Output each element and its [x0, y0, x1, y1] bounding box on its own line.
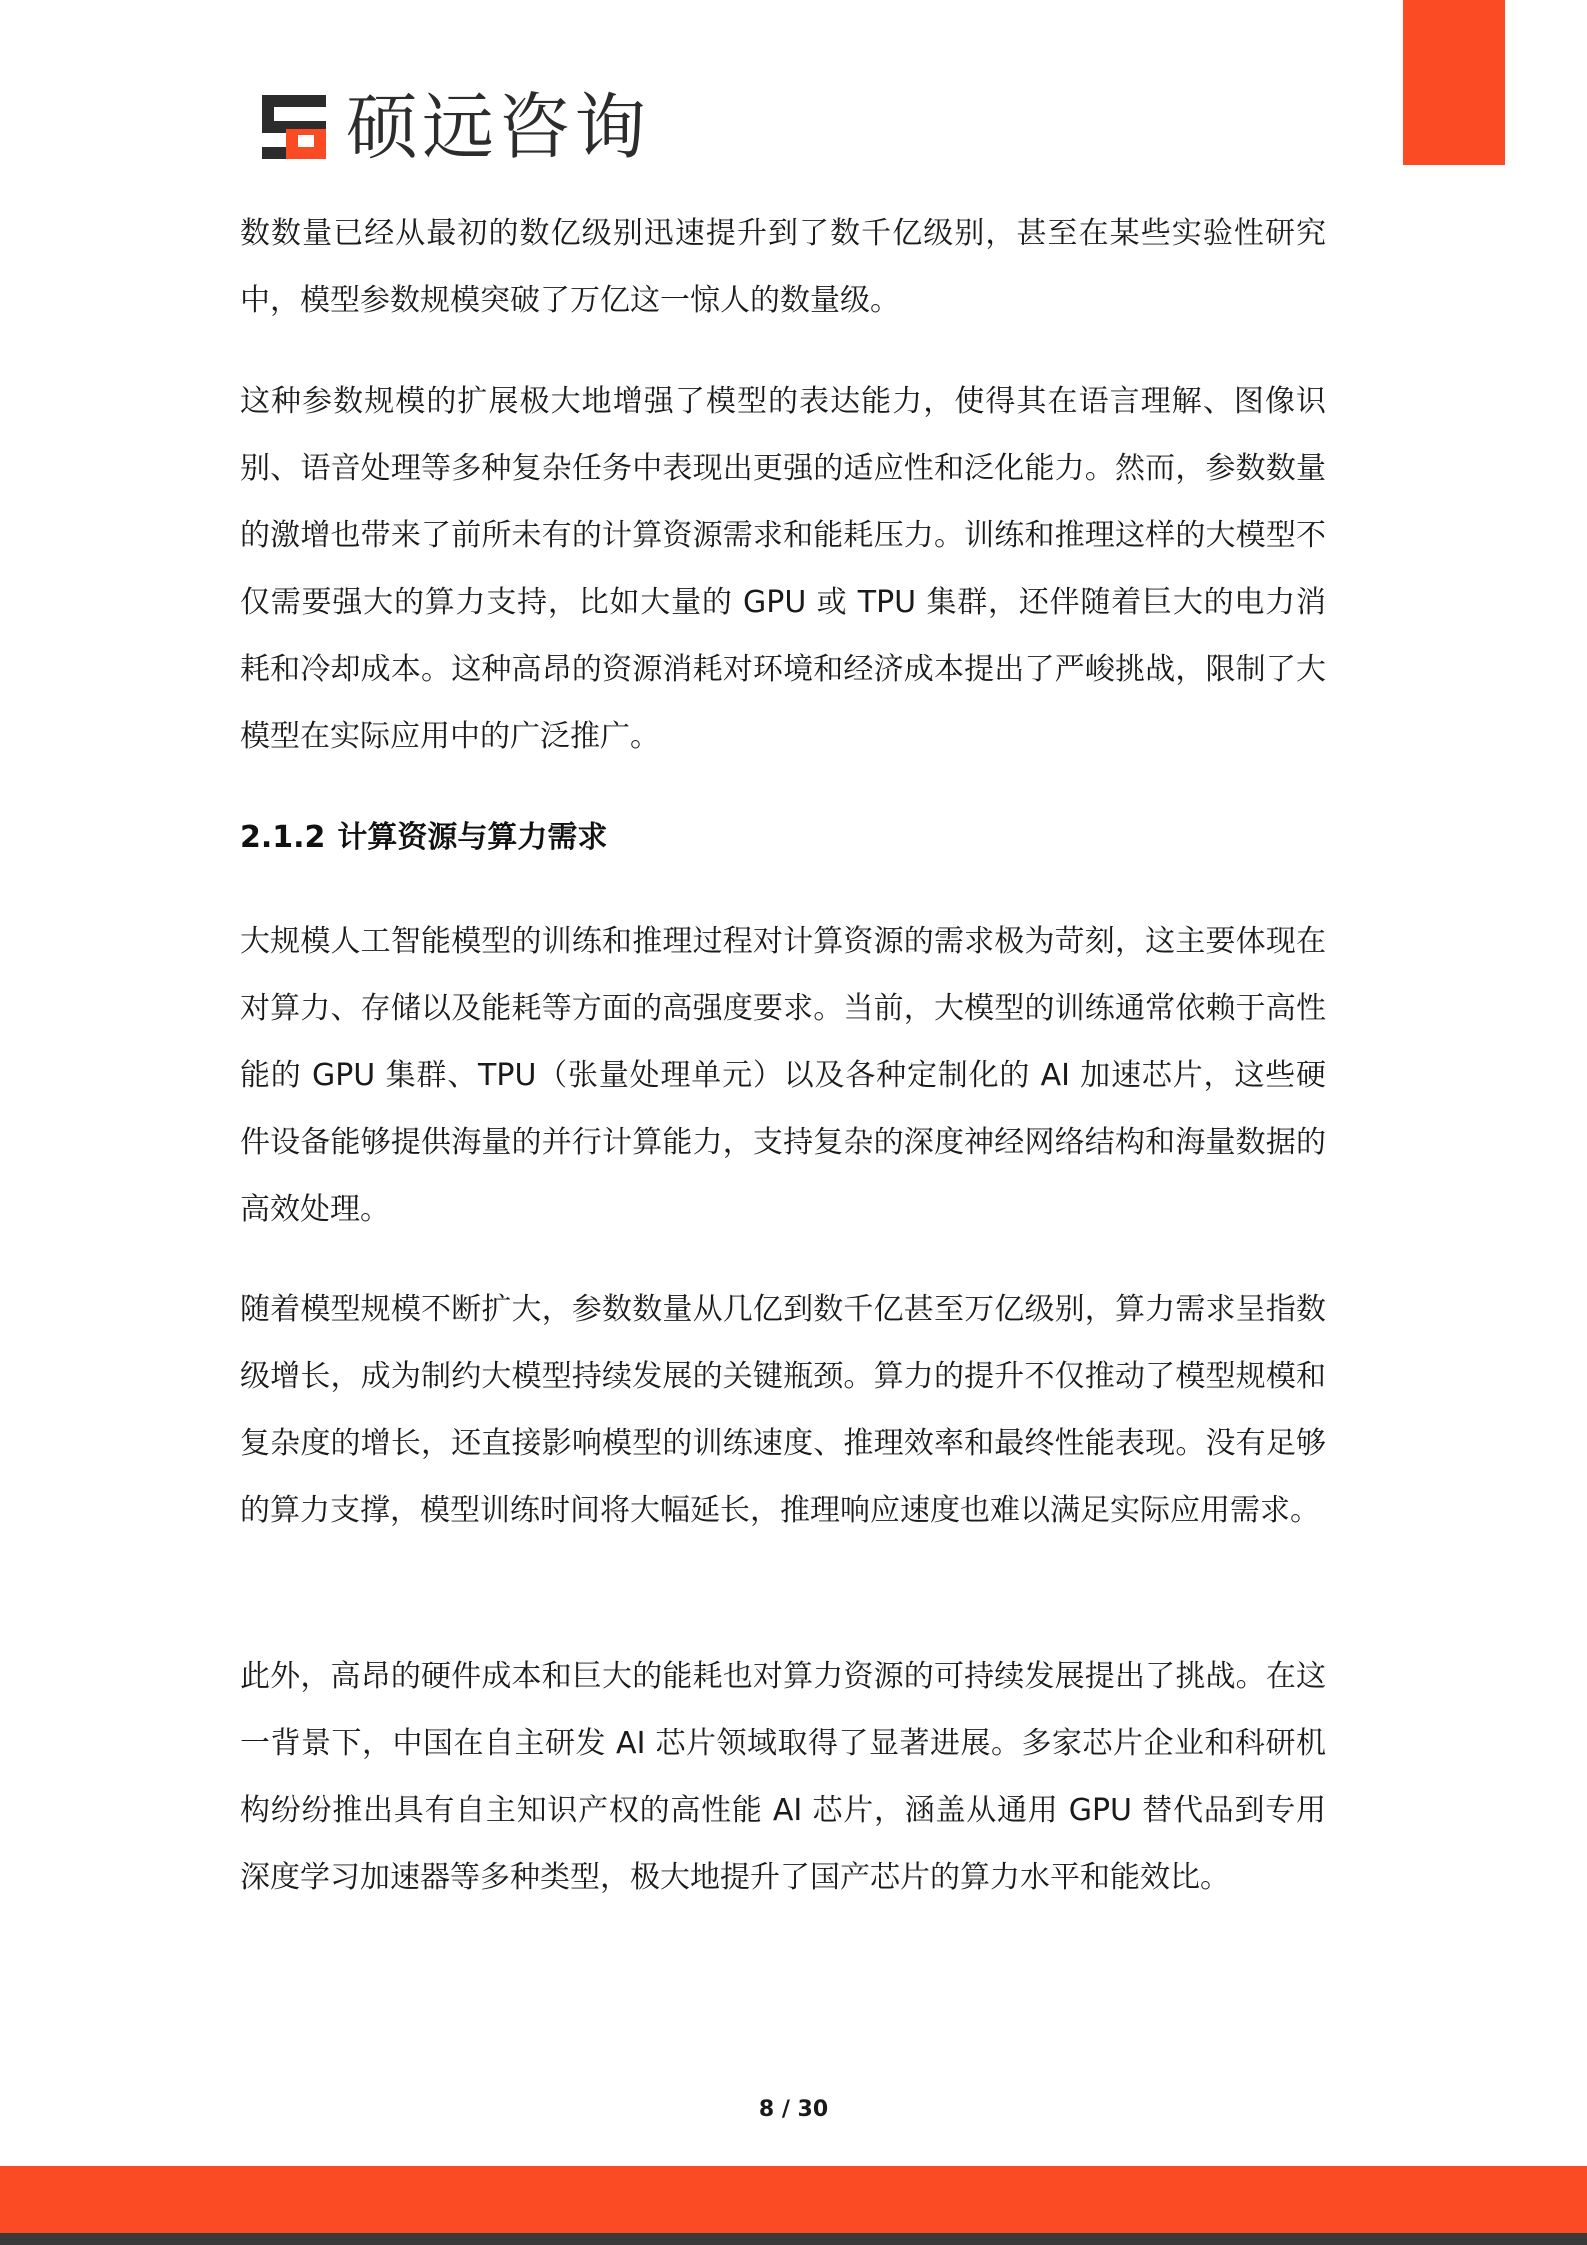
paragraph-1: 数数量已经从最初的数亿级别迅速提升到了数千亿级别，甚至在某些实验性研究中，模型参数规模突破了万亿这一惊人的数量级。 — [240, 216, 1326, 318]
paragraph-5: 此外，高昂的硬件成本和巨大的能耗也对算力资源的可持续发展提出了挑战。在这一背景下，中国在自主研发 AI 芯片领域取得了显著进展。多家芯片企业和科研机构纷纷推出具有自主知识产权的高性能 AI 芯片，涵盖从通用 GPU 替代品到专用深度学习加速器等多种类型，极大地提升了国产芯片的算力水平和能效比。 — [240, 1659, 1326, 1895]
paragraph-4: 随着模型规模不断扩大，参数数量从几亿到数千亿甚至万亿级别，算力需求呈指数级增长，成为制约大模型持续发展的关键瓶颈。算力的提升不仅推动了模型规模和复杂度的增长，还直接影响模型的训练速度、推理效率和最终性能表现。没有足够的算力支撑，模型训练时间将大幅延长，推理响应速度也难以满足实际应用需求。 — [240, 1292, 1326, 1528]
paragraph-2: 这种参数规模的扩展极大地增强了模型的表达能力，使得其在语言理解、图像识别、语音处理等多种复杂任务中表现出更强的适应性和泛化能力。然而，参数数量的激增也带来了前所未有的计算资源需求和能耗压力。训练和推理这样的大模型不仅需要强大的算力支持，比如大量的 GPU 或 TPU 集群，还伴随着巨大的电力消耗和冷却成本。这种高昂的资源消耗对环境和经济成本提出了严峻挑战，限制了大模型在实际应用中的广泛推广。 — [240, 384, 1326, 754]
brand-s-logo-icon — [258, 91, 330, 163]
page-number: 8 / 30 — [758, 2097, 829, 2122]
brand-name: 硕远咨询 — [346, 85, 651, 169]
footer-dark-strip — [0, 2233, 1587, 2245]
brand-logo — [258, 85, 651, 169]
corner-accent-tab — [1403, 0, 1505, 165]
section-heading — [240, 818, 607, 858]
section-number: 2.1.2 — [240, 820, 326, 855]
footer-accent-bar — [0, 2166, 1587, 2233]
paragraph-3: 大规模人工智能模型的训练和推理过程对计算资源的需求极为苛刻，这主要体现在对算力、存储以及能耗等方面的高强度要求。当前，大模型的训练通常依赖于高性能的 GPU 集群、TPU（张量处理单元）以及各种定制化的 AI 加速芯片，这些硬件设备能够提供海量的并行计算能力，支持复杂的深度神经网络结构和海量数据的高效处理。 — [240, 924, 1326, 1227]
section-title: 计算资源与算力需求 — [337, 820, 608, 855]
